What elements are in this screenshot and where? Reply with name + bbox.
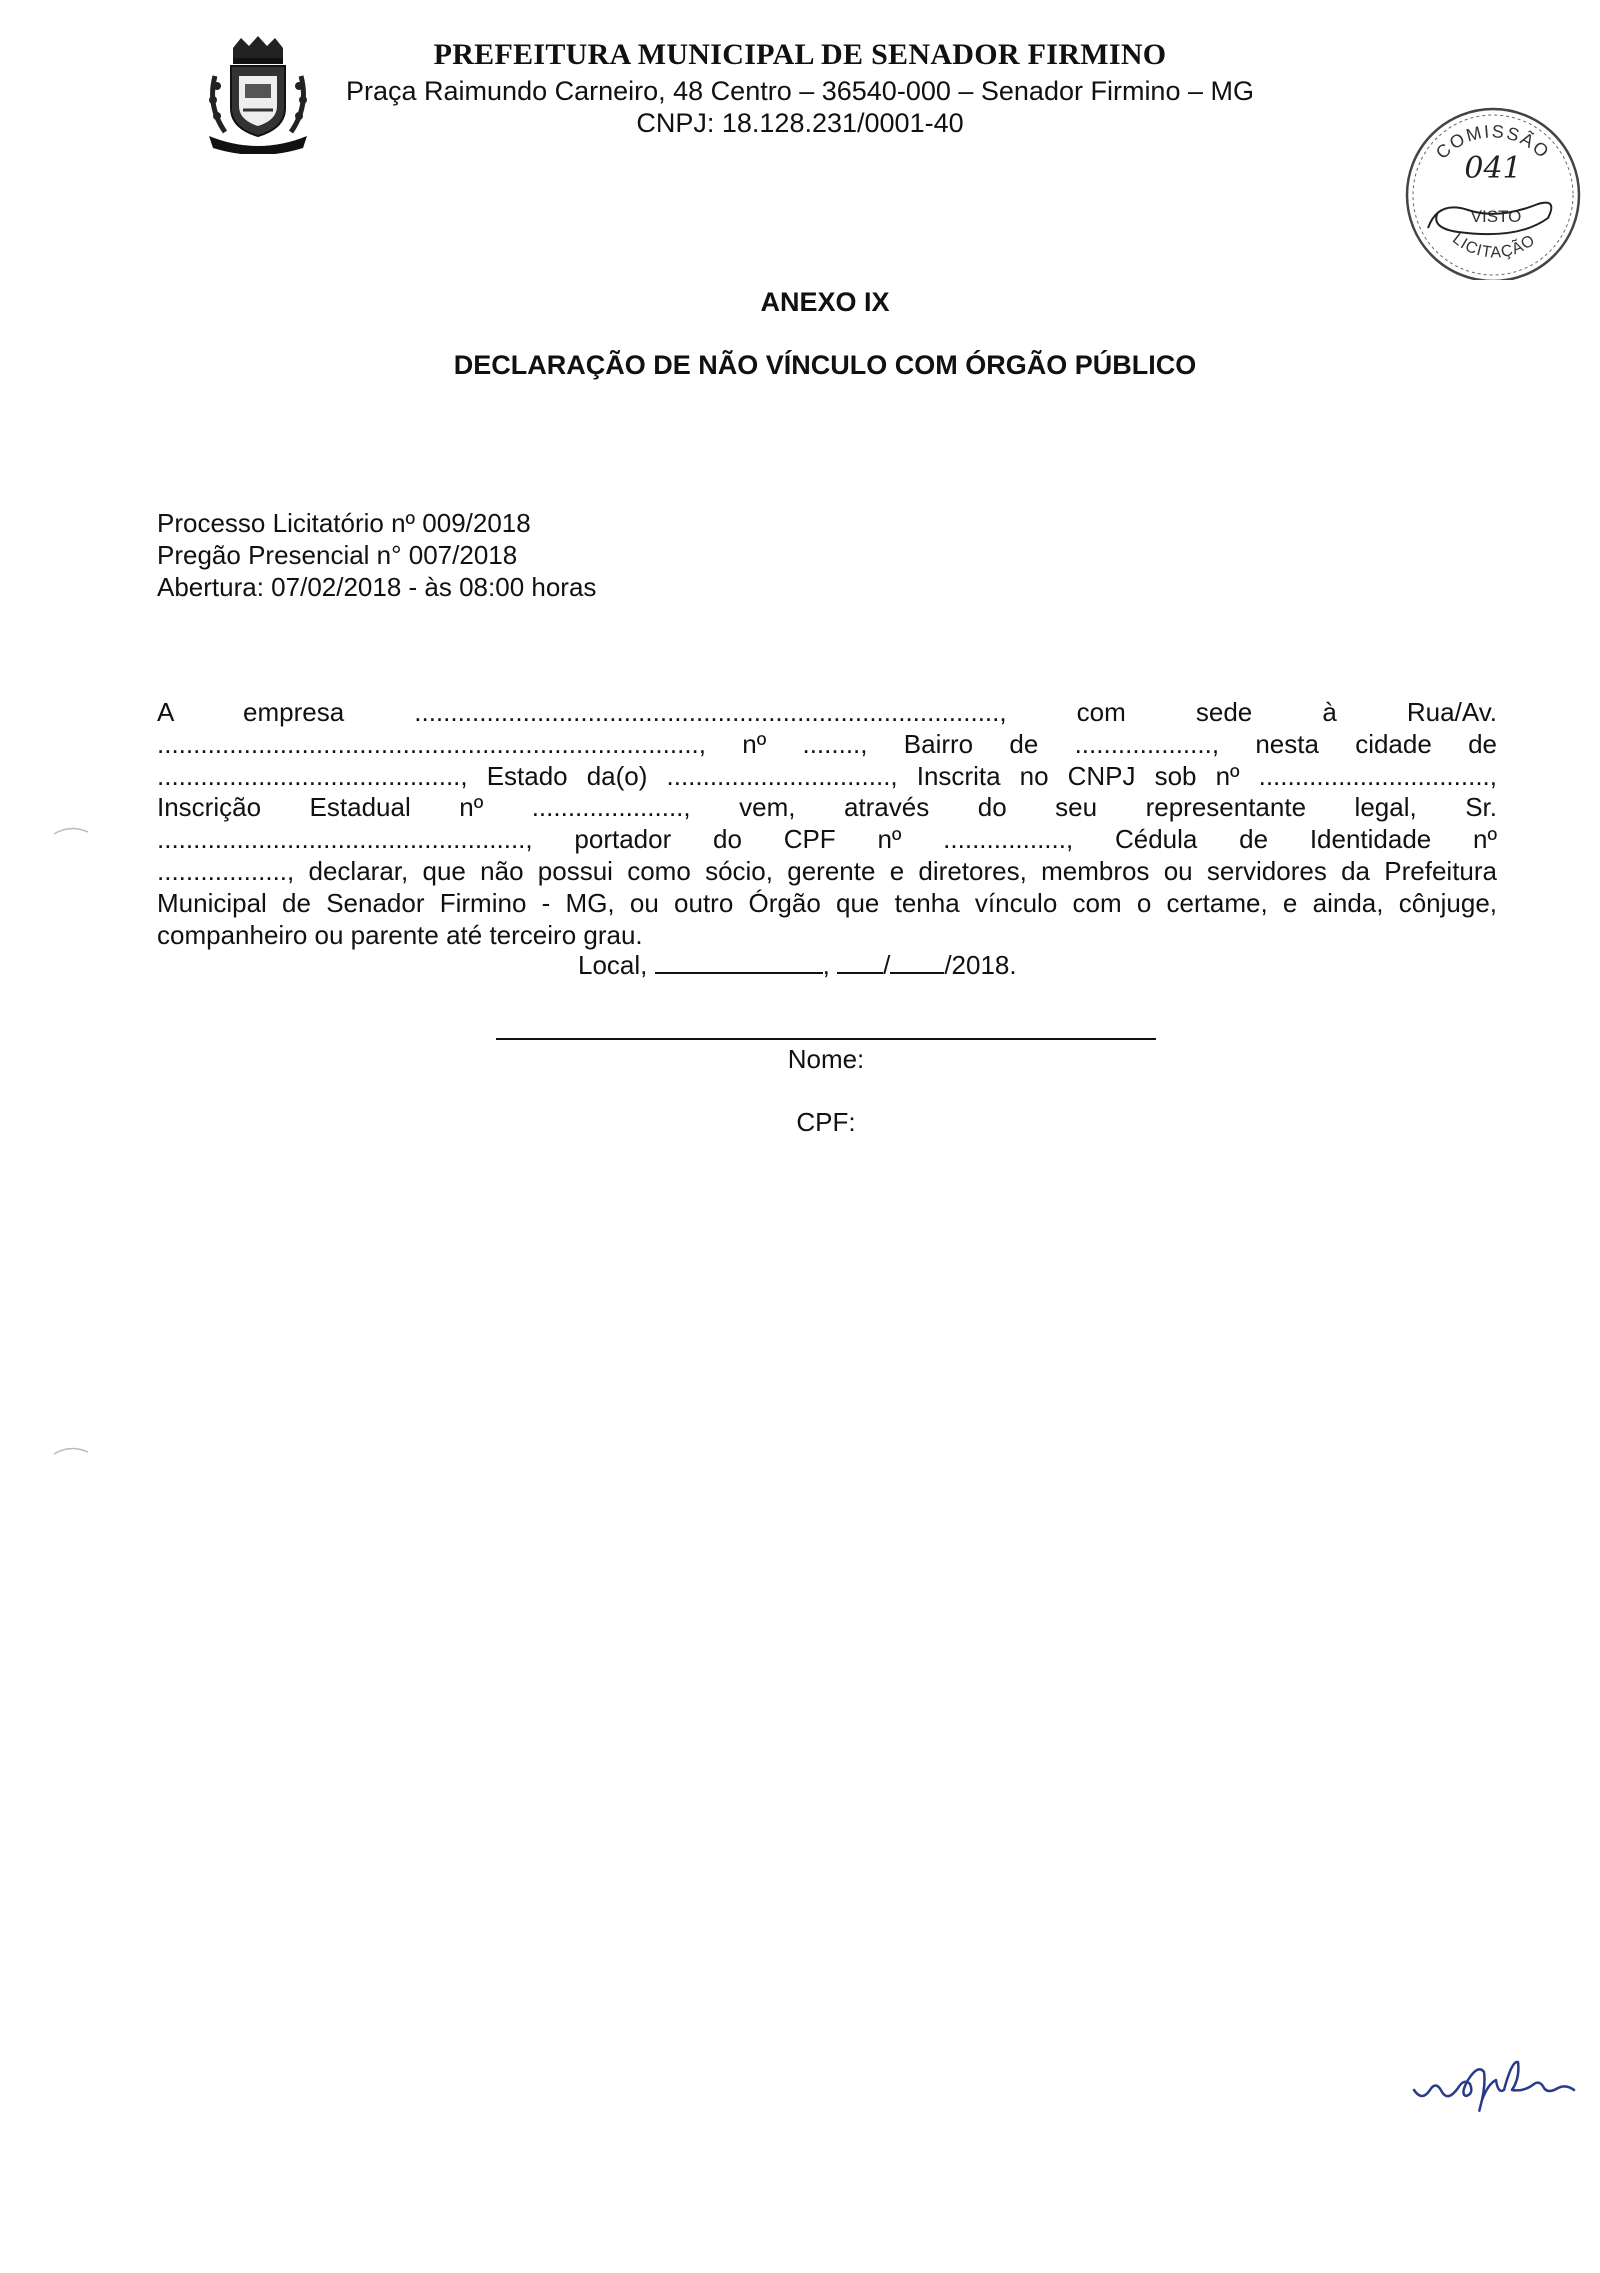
auction-number: Pregão Presencial n° 007/2018 [157, 540, 518, 570]
declaration-text-line: Inscrição Estadual nº ....................., vem, através do seu representante legal, Sr. [157, 792, 1497, 822]
declaration-text-line: .................., declarar, que não possui como sócio, gerente e diretores, membros ou servidores da Prefeitura [157, 856, 1497, 886]
date-slash: / [883, 950, 891, 980]
svg-text:LICITAÇÃO [1449, 231, 1539, 262]
local-label: Local, [578, 950, 648, 980]
month-blank [890, 950, 944, 974]
declaration-text-line: ..........................................................................., nº ........, Bairro de ..................., nesta cidade de [157, 729, 1497, 759]
signature-line [496, 1038, 1156, 1040]
signature-name-label: Nome: [787, 1044, 865, 1074]
organization-address: Praça Raimundo Carneiro, 48 Centro – 36540-000 – Senador Firmino – MG [346, 76, 1254, 106]
process-number: Processo Licitatório nº 009/2018 [157, 508, 531, 538]
stamp-top-text: COMISSÃO [1431, 121, 1555, 163]
declaration-text-line: A empresa ................................................................................., com sede à Rua/Av. [157, 697, 1497, 727]
day-blank [837, 950, 883, 974]
opening-date: Abertura: 07/02/2018 - às 08:00 horas [157, 572, 597, 602]
annex-title: ANEXO IX [760, 287, 890, 317]
scan-margin-mark [52, 1440, 92, 1460]
municipal-coat-of-arms-icon [203, 36, 313, 154]
local-comma: , [822, 950, 830, 980]
declaration-text-line: Municipal de Senador Firmino - MG, ou outro Órgão que tenha vínculo com o certame, e ainda, cônjuge, [157, 888, 1497, 918]
commission-stamp [1398, 100, 1588, 280]
date-year: /2018. [944, 950, 1017, 980]
scan-margin-mark [52, 820, 92, 840]
stamp-middle-text: VISTO [1470, 207, 1522, 226]
organization-cnpj: CNPJ: 18.128.231/0001-40 [636, 108, 964, 138]
declaration-text-line: companheiro ou parente até terceiro grau. [157, 920, 643, 950]
signature-cpf-label: CPF: [796, 1107, 856, 1137]
stamp-number: 041 [1464, 151, 1522, 186]
declaration-text-line: .........................................., Estado da(o) ..............................., Inscrita no CNPJ sob nº ................................, [157, 761, 1497, 791]
stamp-bottom-text: LICITAÇÃO [1449, 230, 1539, 262]
declaration-text-line: ..................................................., portador do CPF nº ................., Cédula de Identidade nº [157, 824, 1497, 854]
local-blank [655, 950, 823, 974]
handwritten-initials [1408, 2050, 1578, 2120]
local-date-line [578, 950, 1017, 981]
organization-name: PREFEITURA MUNICIPAL DE SENADOR FIRMINO [433, 38, 1167, 71]
declaration-title: DECLARAÇÃO DE NÃO VÍNCULO COM ÓRGÃO PÚBLICO [453, 350, 1197, 380]
